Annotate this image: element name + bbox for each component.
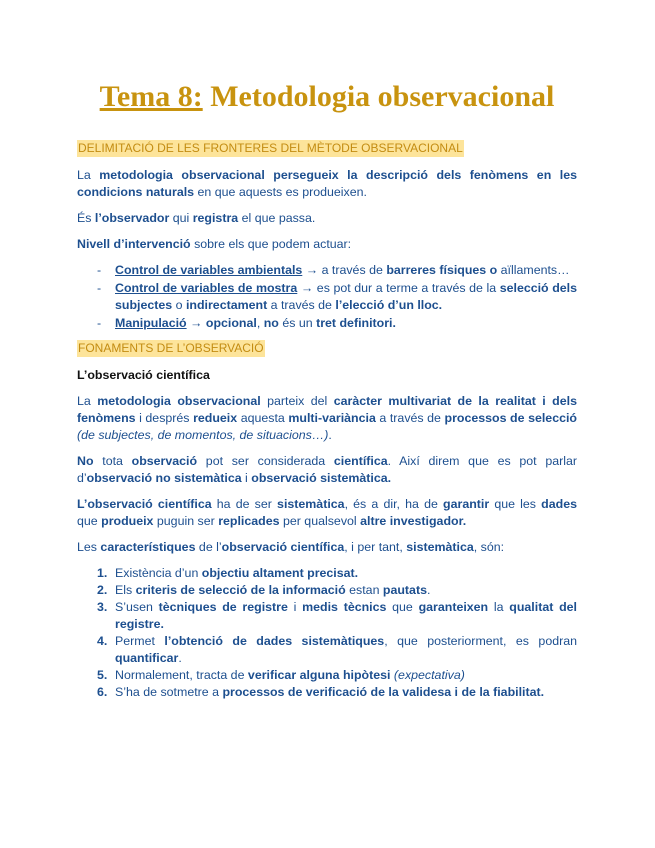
emphasis: sistemàtica — [277, 497, 345, 511]
text: aïllaments… — [497, 263, 570, 277]
list-item — [77, 684, 577, 701]
paragraph-multivariate — [77, 393, 577, 444]
emphasis: processos de selecció — [444, 411, 577, 425]
text: per qualsevol — [279, 514, 361, 528]
title-rest: Metodologia observacional — [202, 80, 555, 113]
emphasis: observació sistemàtica. — [251, 471, 392, 485]
text: puguin ser — [153, 514, 219, 528]
text: , és a dir, ha de — [344, 497, 444, 511]
list-item — [77, 262, 577, 279]
emphasis: objectiu altament precisat. — [201, 566, 359, 580]
emphasis: No — [77, 454, 94, 468]
page-title — [77, 80, 577, 114]
text: aquesta — [237, 411, 289, 425]
text: , que posteriorment, es podran — [384, 634, 578, 648]
emphasis: metodologia observacional persegueix la descripció dels fenòmens en les condicions naturals — [77, 168, 577, 199]
text: És — [77, 211, 95, 225]
list-item — [77, 582, 577, 599]
emphasis: observació — [131, 454, 198, 468]
text: . Així direm que es pot parlar d’ — [77, 454, 577, 485]
title-prefix: Tema 8: — [99, 80, 203, 113]
text: a través de — [375, 411, 445, 425]
list-number: 3. — [97, 600, 108, 614]
italic-text: (de subjectes, de momentos, de situacions…) — [77, 428, 329, 442]
text: que les — [489, 497, 542, 511]
text: el que passa. — [238, 211, 316, 225]
emphasis: criteris de selecció de la informació — [135, 583, 346, 597]
section-heading-fonaments: FONAMENTS DE L’OBSERVACIÓ — [78, 341, 264, 355]
text: tota — [93, 454, 132, 468]
emphasis: replicades — [218, 514, 280, 528]
emphasis: quantificar — [115, 651, 179, 665]
section-heading-delimitacio: DELIMITACIÓ DE LES FRONTERES DEL MÈTODE OBSERVACIONAL — [78, 141, 463, 155]
emphasis: caràcter multivariat de la realitat i dels fenòmens — [77, 394, 577, 425]
list-number: 5. — [97, 668, 108, 682]
text: pot ser considerada — [197, 454, 334, 468]
paragraph-characteristics — [77, 539, 577, 556]
emphasis: opcional — [205, 316, 257, 330]
text: en que aquests es produeixen. — [194, 185, 367, 199]
text: la — [488, 600, 510, 614]
emphasis: sistemàtica — [406, 540, 474, 554]
text: que — [77, 514, 102, 528]
emphasis: no — [263, 316, 279, 330]
list-item — [77, 565, 577, 582]
text: , — [256, 316, 264, 330]
list-number: 2. — [97, 583, 108, 597]
emphasis: metodologia observacional — [97, 394, 261, 408]
emphasis: tècniques de registre — [158, 600, 288, 614]
emphasis: Control de variables de mostra — [115, 281, 298, 295]
emphasis: garantir — [443, 497, 490, 511]
emphasis: observació no sistemàtica — [86, 471, 242, 485]
emphasis: científica — [333, 454, 388, 468]
text: qui — [169, 211, 193, 225]
list-number: 6. — [97, 685, 108, 699]
text: La — [77, 394, 98, 408]
text: o — [172, 298, 186, 312]
paragraph-scientific — [77, 496, 577, 530]
text: de l’ — [195, 540, 222, 554]
emphasis: característiques — [100, 540, 196, 554]
list-item — [77, 633, 577, 667]
emphasis: medis tècnics — [302, 600, 387, 614]
emphasis: pautats — [382, 583, 427, 597]
text: → — [186, 316, 206, 330]
emphasis: selecció dels subjectes — [115, 281, 577, 312]
text: S’ha de sotmetre a — [115, 685, 223, 699]
emphasis: barreres físiques o — [386, 263, 498, 277]
text: → a través de — [302, 263, 387, 277]
list-item — [77, 667, 577, 684]
text: i — [241, 471, 252, 485]
list-item — [77, 599, 577, 633]
emphasis: observació científica — [221, 540, 345, 554]
emphasis: tret definitori. — [316, 316, 396, 330]
list-item — [77, 315, 577, 332]
characteristics-list — [77, 565, 577, 701]
text: estan — [345, 583, 383, 597]
text: . — [328, 428, 332, 442]
list-number: 4. — [97, 634, 108, 648]
emphasis: produeix — [101, 514, 154, 528]
emphasis: dades — [541, 497, 577, 511]
text: i després — [135, 411, 194, 425]
emphasis: qualitat del registre. — [115, 600, 577, 631]
text: és un — [278, 316, 317, 330]
emphasis: Control de variables ambientals — [115, 263, 303, 277]
emphasis: indirectament — [185, 298, 268, 312]
emphasis: processos de verificació de la validesa i de la fiabilitat. — [222, 685, 545, 699]
subheading: L’observació científica — [77, 368, 210, 382]
text: Els — [115, 583, 136, 597]
text: , són: — [473, 540, 505, 554]
text: parteix del — [260, 394, 334, 408]
text: Les — [77, 540, 101, 554]
emphasis: registra — [192, 211, 239, 225]
list-item — [77, 280, 577, 314]
text: Normalement, tracta de — [115, 668, 248, 682]
paragraph-systematic — [77, 453, 577, 487]
emphasis: verificar alguna hipòtesi — [247, 668, 391, 682]
paragraph-intervention-level — [77, 236, 577, 253]
emphasis: redueix — [193, 411, 238, 425]
document-page — [77, 80, 577, 701]
text: a través de — [267, 298, 336, 312]
intervention-list — [77, 262, 577, 332]
text: La — [77, 168, 100, 182]
italic-text: (expectativa) — [393, 668, 465, 682]
emphasis: l’observador — [94, 211, 170, 225]
text: que — [386, 600, 419, 614]
paragraph-definition — [77, 167, 577, 201]
text: ha de ser — [211, 497, 278, 511]
emphasis: Nivell d’intervenció — [77, 237, 191, 251]
emphasis: L’observació científica — [77, 497, 212, 511]
text: i — [287, 600, 303, 614]
text: Permet — [115, 634, 165, 648]
text: S’usen — [115, 600, 159, 614]
text: . — [178, 651, 182, 665]
text: . — [426, 583, 431, 597]
text: → es pot dur a terme a través de la — [297, 281, 500, 295]
emphasis: garanteixen — [418, 600, 489, 614]
emphasis: Manipulació — [115, 316, 187, 330]
list-number: 1. — [97, 566, 108, 580]
text: , i per tant, — [344, 540, 407, 554]
text: Existència d’un — [115, 566, 202, 580]
emphasis: l’obtenció de dades sistemàtiques — [164, 634, 385, 648]
emphasis: altre investigador. — [360, 514, 467, 528]
paragraph-observer — [77, 210, 577, 227]
text: sobre els que podem actuar: — [190, 237, 352, 251]
emphasis: l’elecció d’un lloc. — [335, 298, 443, 312]
emphasis: multi-variància — [288, 411, 376, 425]
